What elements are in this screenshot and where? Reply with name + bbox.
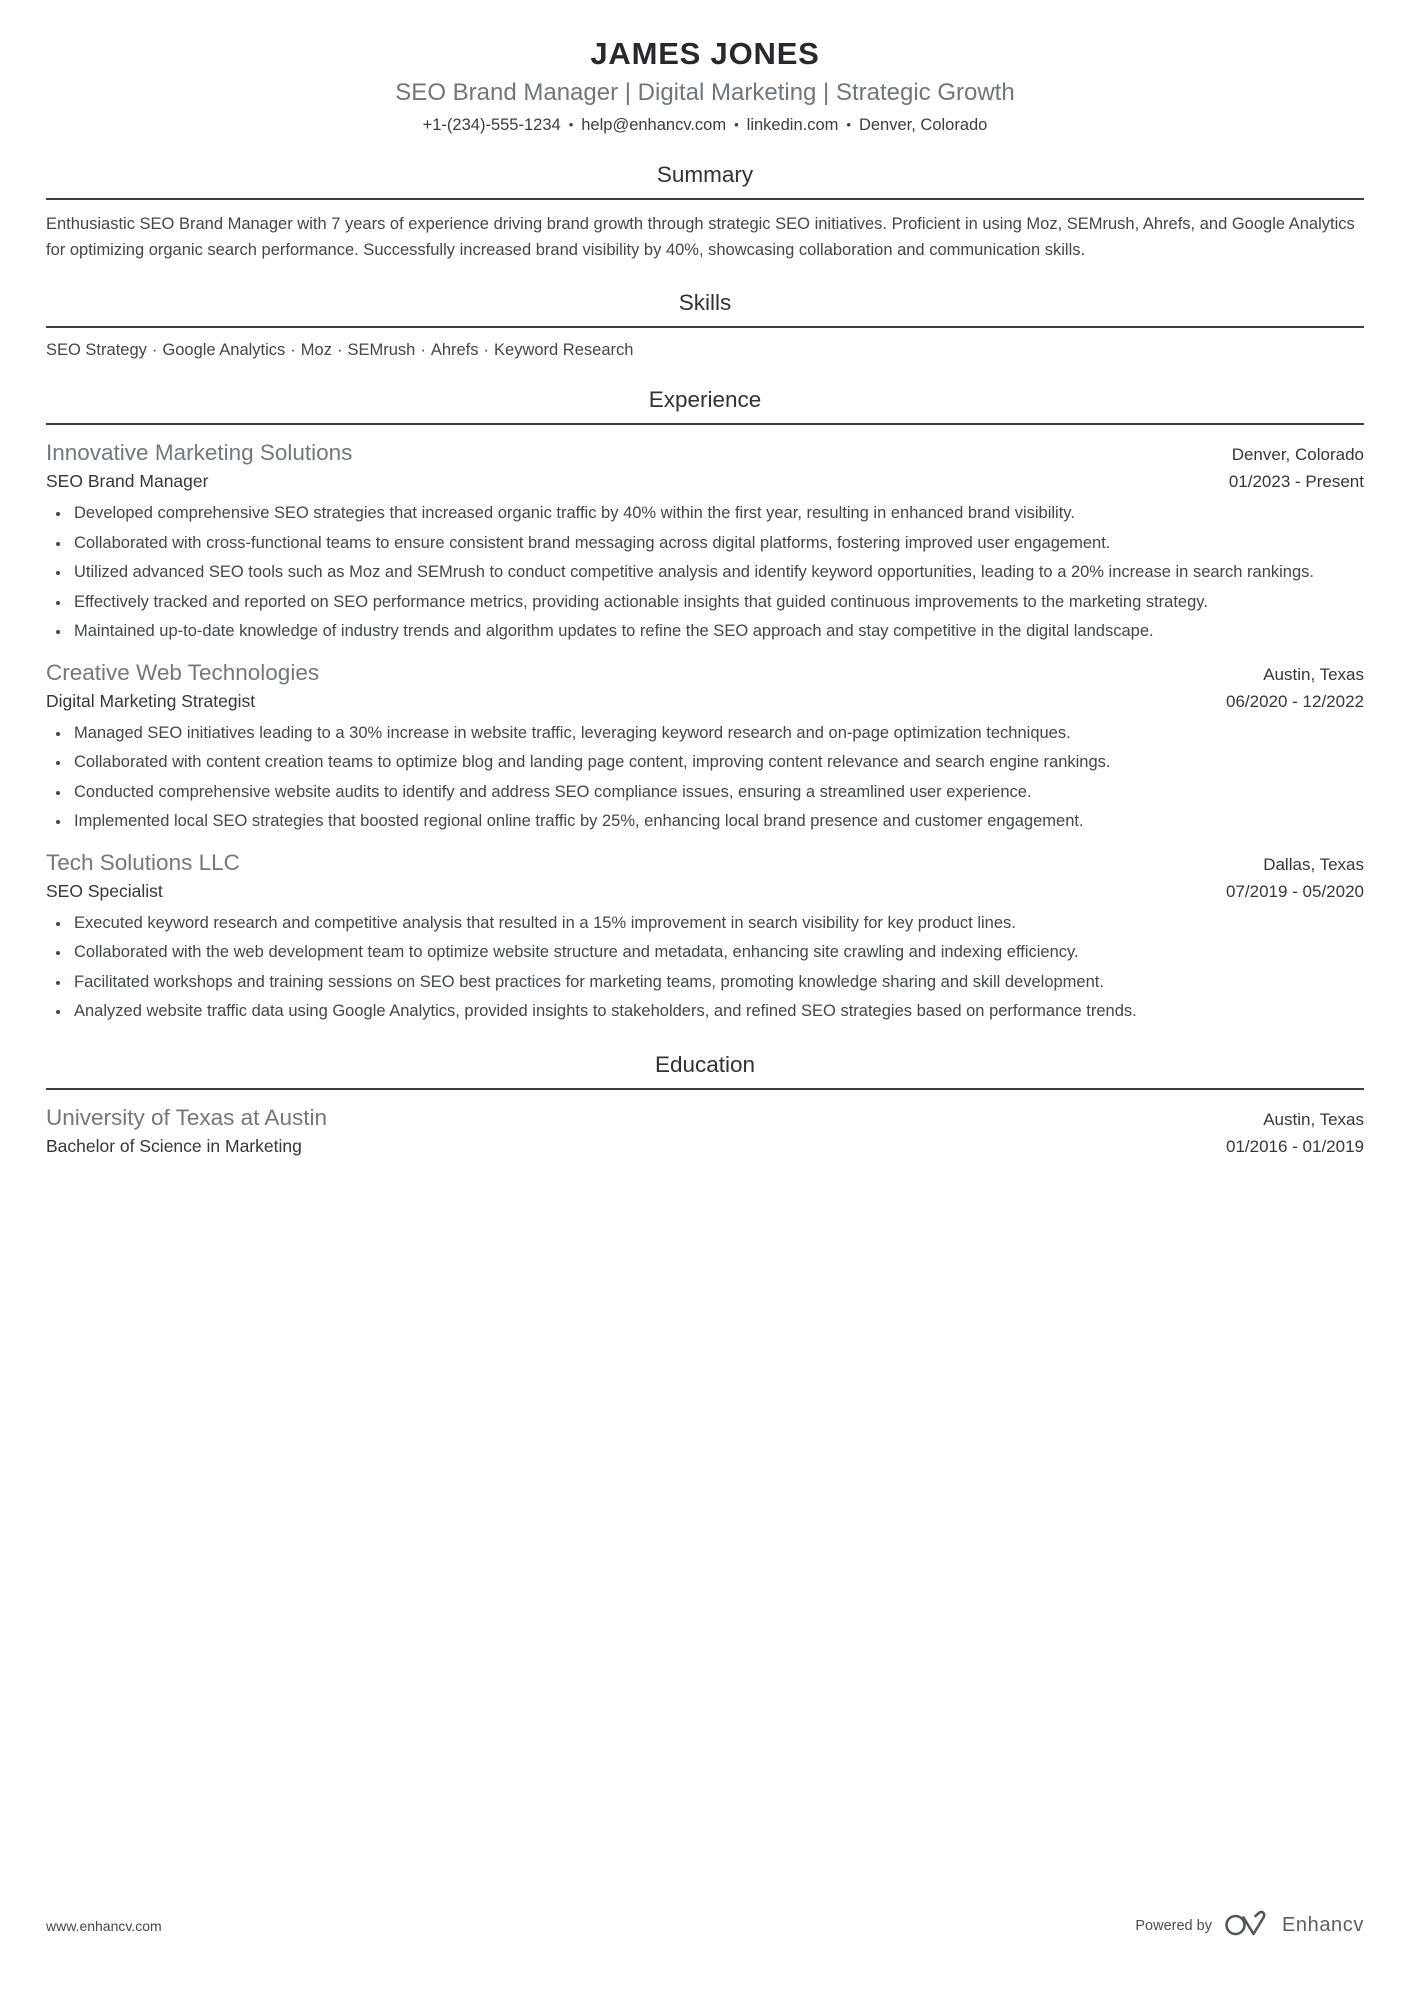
skills-separator: ·: [290, 341, 296, 359]
location-text: Denver, Colorado: [858, 116, 988, 134]
job-bullet: • Collaborated with content creation teams to optimize blog and landing page content, improving content relevance and search engine rankings.: [71, 750, 1364, 776]
company-name: Tech Solutions LLC: [46, 849, 240, 875]
website-link[interactable]: www.enhancv.com: [46, 1917, 162, 1934]
education-section-title: Education: [654, 1051, 756, 1077]
job-title: Digital Marketing Strategist: [46, 690, 256, 711]
page-footer: [46, 1908, 1364, 1943]
job-location: Dallas, Texas: [1263, 854, 1364, 874]
job-title: SEO Specialist: [46, 880, 163, 901]
skill-item: Google Analytics: [162, 341, 286, 359]
skills-separator: ·: [483, 341, 490, 359]
job-bullet-list: [46, 721, 1364, 835]
job-bullet: • Collaborated with the web development team to optimize website structure and metadata, enhancing site crawling and indexing efficiency.: [71, 940, 1364, 966]
job-bullet: • Executed keyword research and competitive analysis that resulted in a 15% improvement in search visibility for key product lines.: [71, 911, 1364, 937]
company-name: Creative Web Technologies: [46, 659, 320, 685]
section-divider: [46, 423, 1364, 425]
skills-separator: ·: [151, 341, 158, 359]
job-bullet-list: [46, 501, 1364, 645]
job-bullet: • Utilized advanced SEO tools such as Moz and SEMrush to conduct competitive analysis and identify keyword opportunities, leading to a 20% increase in search rankings.: [71, 560, 1364, 586]
job-bullet: • Implemented local SEO strategies that boosted regional online traffic by 25%, enhancing local brand presence and customer engagement.: [71, 809, 1364, 835]
job-bullet-list: [46, 911, 1364, 1025]
experience-entry: [46, 660, 1364, 835]
job-bullet: • Conducted comprehensive website audits to identify and address SEO compliance issues, ensuring a streamlined user experience.: [71, 780, 1364, 806]
experience-entry: [46, 850, 1364, 1025]
skills-separator: ·: [420, 341, 426, 359]
section-divider: [46, 1088, 1364, 1090]
contact-separator: •: [568, 117, 574, 132]
job-location: Denver, Colorado: [1231, 445, 1364, 464]
summary-section-title: Summary: [656, 162, 754, 187]
job-bullet: • Facilitated workshops and training sessions on SEO best practices for marketing teams, promoting knowledge sharing and skill development.: [71, 970, 1364, 996]
job-title: SEO Brand Manager: [46, 471, 209, 491]
job-dates: 01/2023 - Present: [1228, 472, 1364, 491]
phone-number: +1-(234)-555-1234: [422, 116, 561, 134]
section-divider: [46, 326, 1364, 328]
tagline: SEO Brand Manager | Digital Marketing | Strategic Growth: [395, 79, 1015, 106]
experience-section-title: Experience: [648, 387, 762, 412]
job-bullet: • Collaborated with cross-functional teams to ensure consistent brand messaging across digital platforms, fostering improved user engagement.: [71, 531, 1364, 557]
job-bullet: • Managed SEO initiatives leading to a 30% increase in website traffic, leveraging keyword research and on-page optimization techniques.: [71, 721, 1364, 747]
skill-item: Ahrefs: [430, 341, 479, 359]
powered-by-group: [1135, 1908, 1364, 1943]
job-location: Austin, Texas: [1263, 664, 1364, 684]
company-name: Innovative Marketing Solutions: [46, 440, 353, 465]
skills-section-title: Skills: [678, 290, 732, 315]
brand-wordmark: Enhancv: [1281, 1914, 1364, 1936]
skill-item: SEMrush: [347, 341, 416, 359]
enhancv-logo-icon: [1224, 1908, 1270, 1943]
job-dates: 07/2019 - 05/2020: [1225, 881, 1364, 901]
skill-item: Moz: [300, 341, 332, 359]
job-bullet: • Analyzed website traffic data using Google Analytics, provided insights to stakeholders, and refined SEO strategies based on performance trends.: [71, 999, 1364, 1025]
job-bullet: • Developed comprehensive SEO strategies that increased organic traffic by 40% within the first year, resulting in enhanced brand visibility.: [71, 501, 1364, 527]
email-link[interactable]: help@enhancv.com: [581, 116, 727, 134]
job-bullet: • Effectively tracked and reported on SEO performance metrics, providing actionable insights that guided continuous improvements to the marketing strategy.: [71, 590, 1364, 616]
job-dates: 06/2020 - 12/2022: [1225, 691, 1364, 711]
page-title: JAMES JONES: [590, 36, 820, 71]
section-divider: [46, 198, 1364, 200]
summary-text: Enthusiastic SEO Brand Manager with 7 years of experience driving brand growth through strategic SEO initiatives. Proficient in using Moz, SEMrush, Ahrefs, and Google Analytics for optimizing organic search performance. Successfully increased brand visibility by 40%, showcasing collaboration and communication skills.: [46, 215, 1355, 259]
skills-list: [46, 341, 1364, 360]
experience-entry: [46, 440, 1364, 645]
linkedin-link[interactable]: linkedin.com: [746, 116, 839, 134]
powered-by-label: Powered by: [1135, 1917, 1212, 1934]
education-entry: [46, 1105, 1364, 1157]
skills-separator: ·: [336, 341, 343, 359]
contact-separator: •: [846, 117, 851, 132]
job-bullet: • Maintained up-to-date knowledge of industry trends and algorithm updates to refine the SEO approach and stay competitive in the digital landscape.: [71, 619, 1364, 645]
school-name: University of Texas at Austin: [46, 1104, 327, 1130]
education-dates: 01/2016 - 01/2019: [1225, 1136, 1364, 1156]
contact-separator: •: [734, 117, 739, 132]
skill-item: Keyword Research: [494, 341, 634, 359]
school-location: Austin, Texas: [1263, 1109, 1364, 1129]
degree-name: Bachelor of Science in Marketing: [46, 1135, 302, 1156]
skill-item: SEO Strategy: [46, 341, 147, 359]
contact-line: [46, 116, 1364, 135]
